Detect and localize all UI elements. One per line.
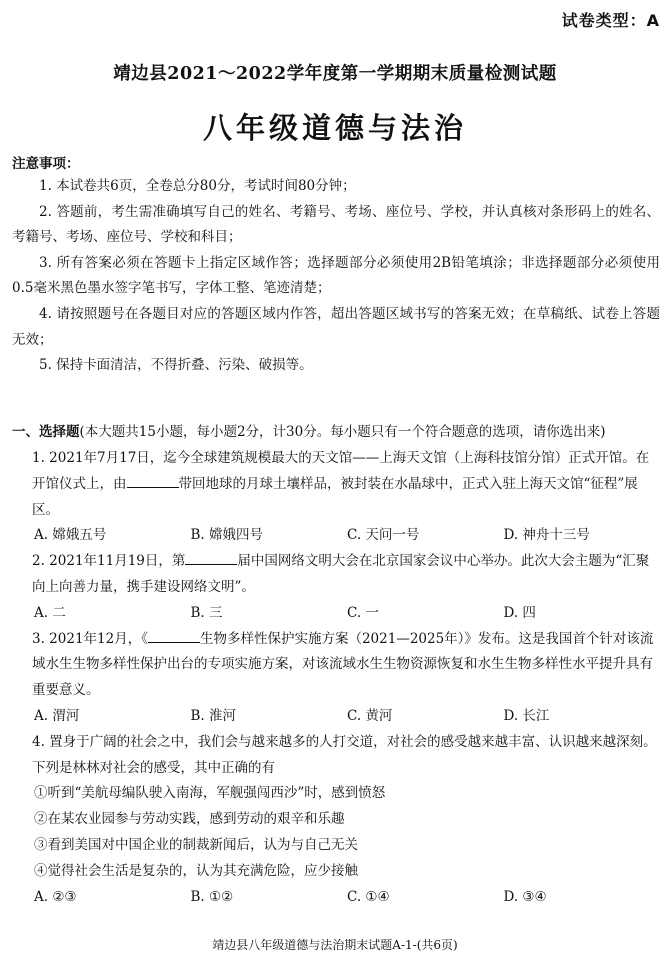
- option-a: A. ②③: [34, 888, 77, 905]
- answer-blank: [185, 550, 237, 565]
- paper-type-label: 试卷类型：A: [561, 11, 660, 30]
- section-instruction: (本大题共15小题，每小题2分，计30分。每小题只有一个符合题意的选项，请你选出来): [79, 424, 606, 440]
- option-b: B. ①②: [190, 888, 234, 905]
- notes-list: [12, 174, 660, 379]
- page-title: 八年级道德与法治: [202, 111, 467, 145]
- option-d: D. ③④: [503, 888, 547, 905]
- stem-text: 2. 2021年11月19日，第: [32, 553, 186, 570]
- stem-text: 1. 2021年7月17日，迄今全球建筑规模最大的天文馆——上海天文馆（上海科技馆分馆）正式开馆。在开馆仪式上，由: [32, 450, 650, 492]
- options-row: [32, 523, 660, 549]
- option-d: D. 四: [503, 604, 536, 621]
- note-item: 3. 所有答案必须在答题卡上指定区域作答；选择题部分必须使用2B铅笔填涂；非选择题部分必须使用0.5毫米黑色墨水签字笔书写，字体工整、笔迹清楚；: [12, 254, 660, 297]
- answer-blank: [148, 628, 200, 643]
- option-c: C. 天问一号: [347, 527, 420, 544]
- note-item: 5. 保持卡面清洁，不得折叠、污染、破损等。: [39, 357, 313, 374]
- section-title: 一、选择题: [12, 424, 80, 440]
- question-stem: [32, 446, 660, 523]
- option-c: C. 黄河: [347, 707, 393, 724]
- statement-item: ②在某农业园参与劳动实践，感到劳动的艰辛和乐趣: [34, 811, 345, 828]
- statement-item: ①听到“美航母编队驶入南海，军舰强闯西沙”时，感到愤怒: [34, 785, 386, 802]
- options-row: [32, 601, 660, 627]
- note-item: 1. 本试卷共6页，全卷总分80分，考试时间80分钟；: [39, 178, 356, 194]
- question-list: [32, 446, 660, 910]
- question-2: [32, 549, 660, 626]
- option-d: D. 长江: [503, 707, 550, 724]
- option-b: B. 嫦娥四号: [190, 527, 264, 544]
- statement-item: ④觉得社会生活是复杂的，认为其充满危险，应少接触: [34, 862, 358, 879]
- option-a: A. 二: [34, 604, 66, 621]
- notes-heading: 注意事项：: [12, 156, 80, 172]
- stem-text: 届中国网络文明大会在北京国家会议中心举办。此次大会主题为“汇聚向上向善力量，携手建设网络文明”。: [32, 553, 650, 595]
- answer-blank: [127, 473, 179, 488]
- option-c: C. ①④: [347, 888, 390, 905]
- stem-text: 带回地球的月球土壤样品，被封装在水晶球中，正式入驻上海天文馆“征程”展区。: [32, 475, 638, 518]
- note-item: 2. 答题前，考生需准确填写自己的姓名、考籍号、考场、座位号、学校，并认真核对条形码上的姓名、考籍号、考场、座位号、学校和科目；: [12, 203, 660, 246]
- question-1: [32, 446, 660, 549]
- section-heading: [12, 420, 662, 440]
- stem-text: 生物多样性保护实施方案（2021—2025年）》发布。这是我国首个针对该流域水生生物多样性保护出台的专项实施方案，对该流域水生生物资源恢复和水生生物多样性水平提升具有重要意义。: [32, 630, 654, 699]
- option-b: B. 三: [190, 604, 223, 621]
- question-3: [32, 627, 660, 730]
- option-c: C. 一: [347, 604, 379, 621]
- options-row: [32, 704, 660, 730]
- question-stem: [32, 627, 660, 704]
- statement-item: ③看到美国对中国企业的制裁新闻后，认为与自己无关: [34, 836, 358, 853]
- question-4: [32, 730, 660, 911]
- page-footer: 靖边县八年级道德与法治期末试题A-1-(共6页): [212, 938, 458, 952]
- question-stem: [32, 549, 660, 601]
- option-b: B. 淮河: [190, 707, 237, 724]
- options-row: [32, 885, 660, 911]
- note-item: 4. 请按照题号在各题目对应的答题区域内作答，超出答题区域书写的答案无效；在草稿纸、试卷上答题无效；: [12, 305, 660, 348]
- option-a: A. 嫦娥五号: [34, 527, 107, 544]
- option-a: A. 渭河: [34, 707, 80, 724]
- stem-text: 3. 2021年12月，《: [32, 630, 148, 647]
- exam-name: 靖边县2021～2022学年度第一学期期末质量检测试题: [113, 64, 557, 84]
- question-stem: 4. 置身于广阔的社会之中，我们会与越来越多的人打交道，对社会的感受越来越丰富、认识越来越深刻。下列是林林对社会的感受，其中正确的有: [32, 733, 657, 776]
- option-d: D. 神舟十三号: [503, 527, 590, 544]
